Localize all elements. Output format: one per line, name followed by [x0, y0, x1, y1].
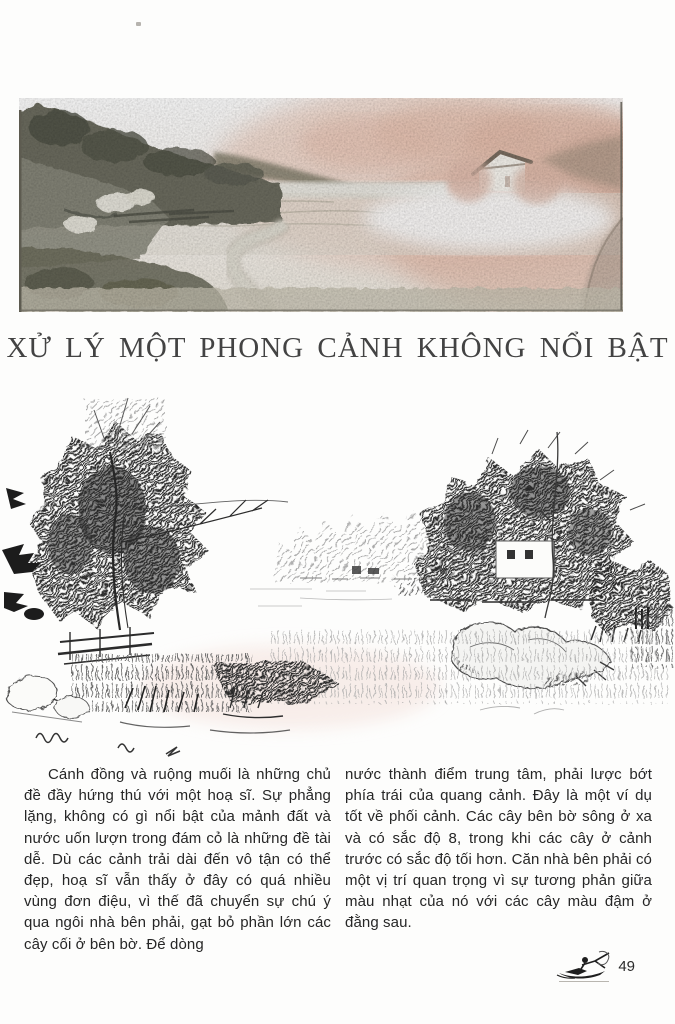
squiggle-marks [36, 734, 180, 757]
footer-rule [559, 981, 609, 982]
rowing-figure-icon [555, 948, 617, 982]
sketch-house [496, 541, 554, 578]
body-column-left: Cánh đồng và ruộng muối là những chủ đề đầy hứng thú với một hoạ sĩ. Sự phẳng lặng, không có gì nổi bật của mảnh đất và nước uốn lượn trong đám cỏ là những đề tài dễ. Dù các cảnh trải dài đến vô tận có thể đẹp, hoạ sĩ vẫn thấy ở đây có quá nhiều vùng đơn điệu, vì thế đã chuyển sự chú ý qua ngôi nhà bên phải, gạt bỏ phần lớn các cây cối ở bên bờ. Để dòng [24, 766, 331, 953]
pencil-sketch-figure [0, 392, 675, 764]
scan-artifact-speck [136, 22, 141, 26]
water-lines [250, 589, 392, 606]
body-text [24, 764, 653, 955]
pencil-landscape-sketch [0, 392, 675, 764]
faded-marsh-landscape-photo [19, 98, 623, 312]
reference-photo-figure [19, 98, 623, 312]
page-footer [555, 948, 635, 982]
page-number: 49 [618, 958, 635, 975]
body-column-right: nước thành điểm trung tâm, phải lược bớt phía trái của quang cảnh. Đây là một ví dụ tốt về phối cảnh. Các cây bên bờ sông ở xa và có sắc độ 8, trong khi các cây ở cảnh trước có sắc độ tối hơn. Căn nhà bên phải có một vị trí quan trọng vì sự tương phản giữa màu nhạt của nó với các cây màu đậm ở đằng sau. [345, 766, 652, 932]
page-title: XỬ LÝ MỘT PHONG CẢNH KHÔNG NỔI BẬT [6, 332, 669, 364]
left-tree [28, 398, 288, 630]
midground-grass [268, 630, 668, 704]
